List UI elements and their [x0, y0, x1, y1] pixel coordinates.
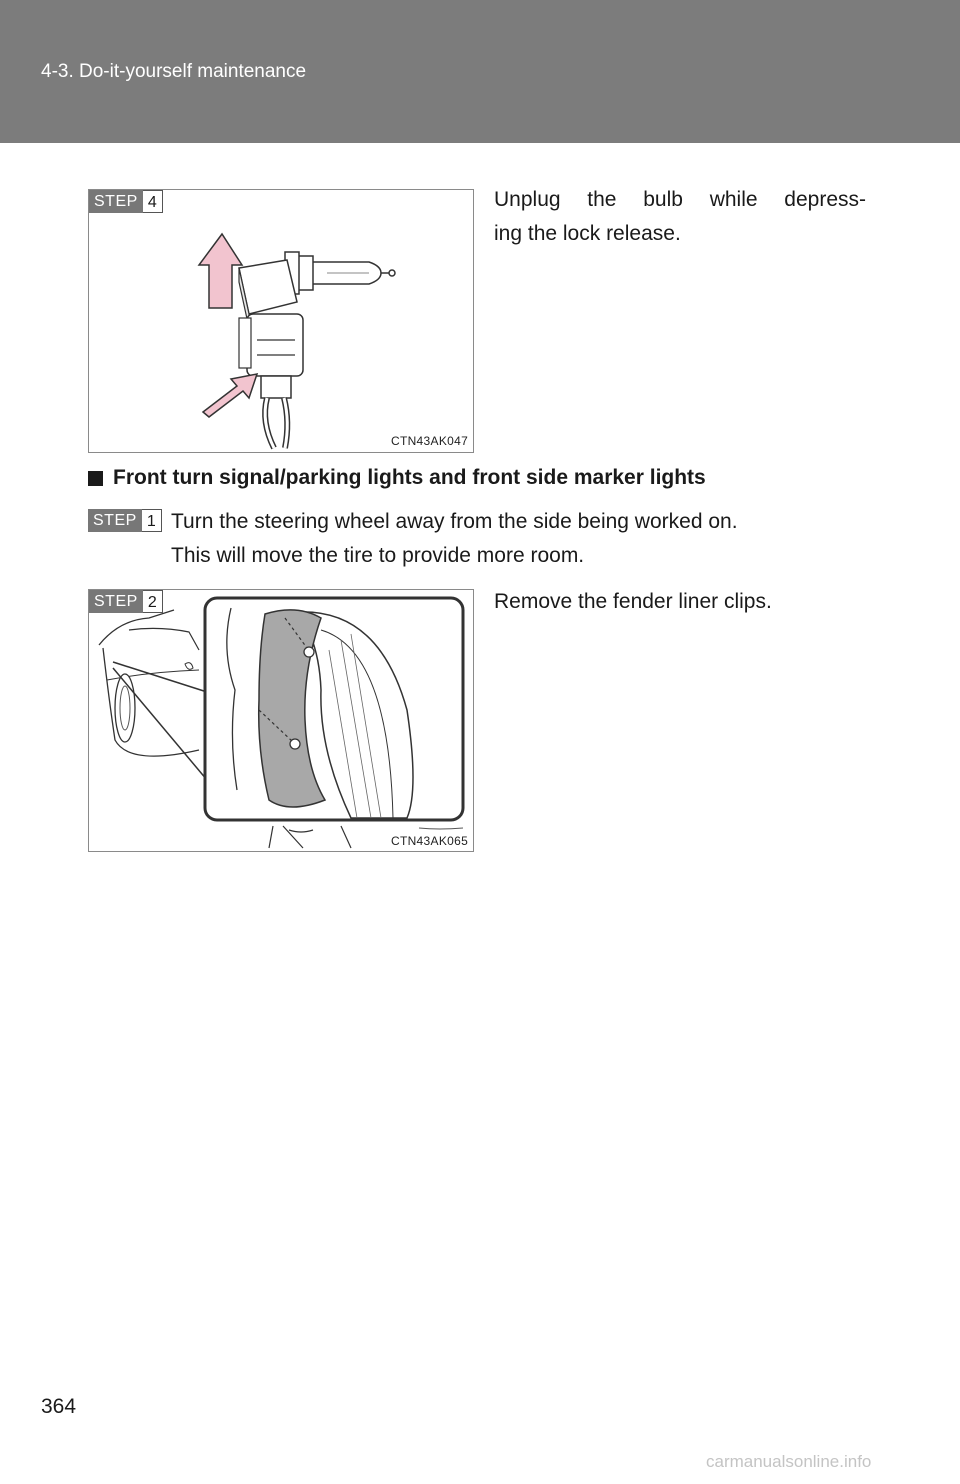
section-heading [88, 466, 706, 490]
step1-text [171, 505, 871, 573]
step-badge-2 [89, 590, 163, 613]
bullet-square-icon [88, 471, 103, 486]
step-badge-4 [89, 190, 163, 213]
step-word: STEP [88, 509, 142, 532]
figure-fender-liner [88, 589, 474, 852]
heading-text: Front turn signal/parking lights and front side marker lights [113, 466, 706, 489]
pull-up-arrow-icon [199, 234, 242, 308]
figure2-caption: Remove the fender liner clips. [494, 590, 772, 613]
step1-line: This will move the tire to provide more room. [171, 544, 585, 567]
step-number: 2 [143, 590, 163, 613]
step-number: 1 [142, 509, 162, 532]
caption-line: Unplug the bulb while depress- [494, 188, 866, 211]
press-release-arrow-icon [203, 374, 257, 417]
figure1-caption [494, 183, 866, 251]
step1-line: Turn the steering wheel away from the side being worked on. [171, 510, 738, 533]
step-number: 4 [143, 190, 163, 213]
figure-bulb-unplug [88, 189, 474, 453]
step-badge-1 [88, 509, 162, 532]
watermark: carmanualsonline.info [706, 1452, 872, 1471]
page-header [0, 0, 960, 143]
figure-code: CTN43AK047 [391, 434, 469, 448]
page-number: 364 [41, 1395, 77, 1418]
fender-illustration [89, 590, 473, 851]
step-word: STEP [89, 190, 143, 213]
caption-line: ing the lock release. [494, 222, 681, 245]
bulb-illustration [89, 190, 473, 452]
figure-code: CTN43AK065 [391, 834, 469, 848]
section-title: 4-3. Do-it-yourself maintenance [41, 61, 307, 82]
step-word: STEP [89, 590, 143, 613]
